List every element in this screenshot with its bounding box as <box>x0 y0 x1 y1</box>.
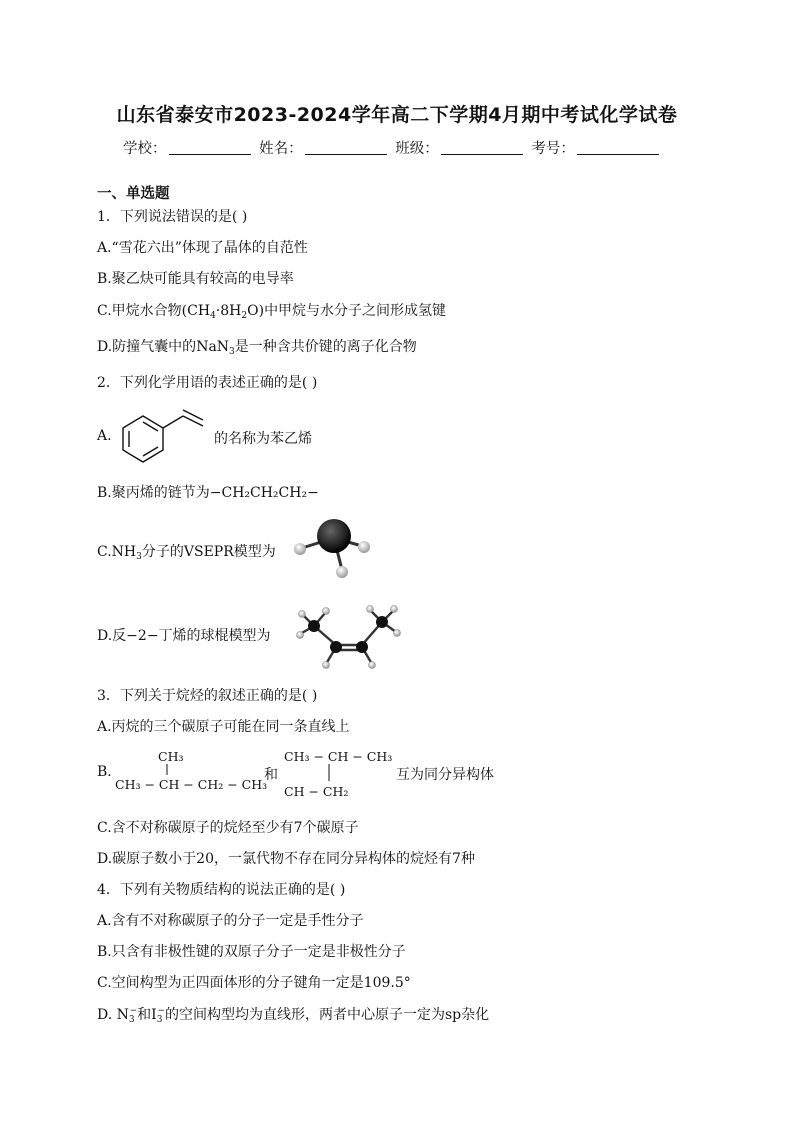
nh3-vsepr-model <box>290 512 380 582</box>
school-label: 学校： <box>123 141 167 157</box>
q3-option-b-label: B. <box>97 764 112 780</box>
q4-option-b: B.只含有非极性键的双原子分子一定是非极性分子 <box>97 944 406 960</box>
q3-option-d: D.碳原子数小于20，一氯代物不存在同分异构体的烷烃有7种 <box>97 851 475 867</box>
q1-d-formula: NaN$_3$ <box>196 339 235 357</box>
q1-option-c <box>97 300 446 321</box>
class-field[interactable] <box>441 142 523 155</box>
q4-option-c: C.空间构型为正四面体形的分子键角一定是109.5° <box>97 975 411 991</box>
q2-b-formula: −CH₂CH₂CH₂− <box>209 485 319 501</box>
exam-no-label: 考号： <box>531 141 575 157</box>
q1-c-formula: $(CH_4\cdot 8H_2O)$ <box>181 303 265 321</box>
q4-d-ion1: $N_3^-$ <box>116 1006 138 1025</box>
name-field[interactable] <box>305 142 387 155</box>
q3-b-struct2-branch: CH − CH₂ <box>284 784 349 799</box>
q2-option-a-label: A. <box>97 428 112 444</box>
q3-b-struct2-main: CH₃ − CH − CH₃ <box>284 749 393 764</box>
q3-stem: 3．下列关于烷烃的叙述正确的是( ) <box>97 688 318 704</box>
student-info-line <box>123 137 663 158</box>
q2-stem: 2．下列化学用语的表述正确的是( ) <box>97 375 318 391</box>
exam-no-field[interactable] <box>577 142 659 155</box>
q1-stem: 1．下列说法错误的是( ) <box>97 209 248 225</box>
trans-2-butene-ball-stick <box>294 600 404 672</box>
q2-c-formula: $NH_3$ <box>111 544 142 562</box>
q3-option-a: A.丙烷的三个碳原子可能在同一条直线上 <box>97 719 350 735</box>
q2-option-c: $C.NH_3$分子的VSEPR模型为 <box>97 544 276 562</box>
q3-b-struct1-branch: CH₃ <box>158 749 184 764</box>
q2-option-b: B.聚丙烯的链节为−CH₂CH₂CH₂− <box>97 485 319 501</box>
q1-option-b: B.聚乙炔可能具有较高的电导率 <box>97 271 294 287</box>
q4-option-a: A.含有不对称碳原子的分子一定是手性分子 <box>97 913 364 929</box>
q4-stem: 4．下列有关物质结构的说法正确的是( ) <box>97 882 346 898</box>
q3-b-and: 和 <box>264 767 278 783</box>
q1-option-a: A.“雪花六出”体现了晶体的自范性 <box>97 240 308 256</box>
school-field[interactable] <box>169 142 251 155</box>
q1-c-pre: C.甲烷水合物 <box>97 303 182 319</box>
q1-c-post: 中甲烷与水分子之间形成氢键 <box>264 303 447 319</box>
page-title: 山东省泰安市2023-2024学年高二下学期4月期中考试化学试卷 <box>116 104 678 126</box>
q3-b-post: 互为同分异构体 <box>396 767 494 783</box>
class-label: 班级： <box>395 141 439 157</box>
q3-b-struct1-bond <box>166 764 170 776</box>
q3-b-struct2-bond <box>328 764 332 782</box>
styrene-structure <box>115 404 215 466</box>
q3-b-struct1-main: CH₃ − CH − CH₂ − CH₃ <box>115 777 268 792</box>
q3-option-c: C.含不对称碳原子的烷烃至少有7个碳原子 <box>97 820 359 836</box>
section-title: 一、单选题 <box>97 186 170 202</box>
q2-option-d: D.反−2−丁烯的球棍模型为 <box>97 628 271 644</box>
name-label: 姓名： <box>259 141 303 157</box>
q2-option-a-text: 的名称为苯乙烯 <box>214 431 312 447</box>
q4-option-d: D. $N_3^-$和$I_3^-$的空间构型均为直线形，两者中心原子一定为sp杂化 <box>97 1006 490 1025</box>
q1-option-d: D.防撞气囊中的NaN$_3$是一种含共价键的离子化合物 <box>97 339 417 357</box>
q4-d-ion2: $I_3^-$ <box>151 1006 165 1025</box>
